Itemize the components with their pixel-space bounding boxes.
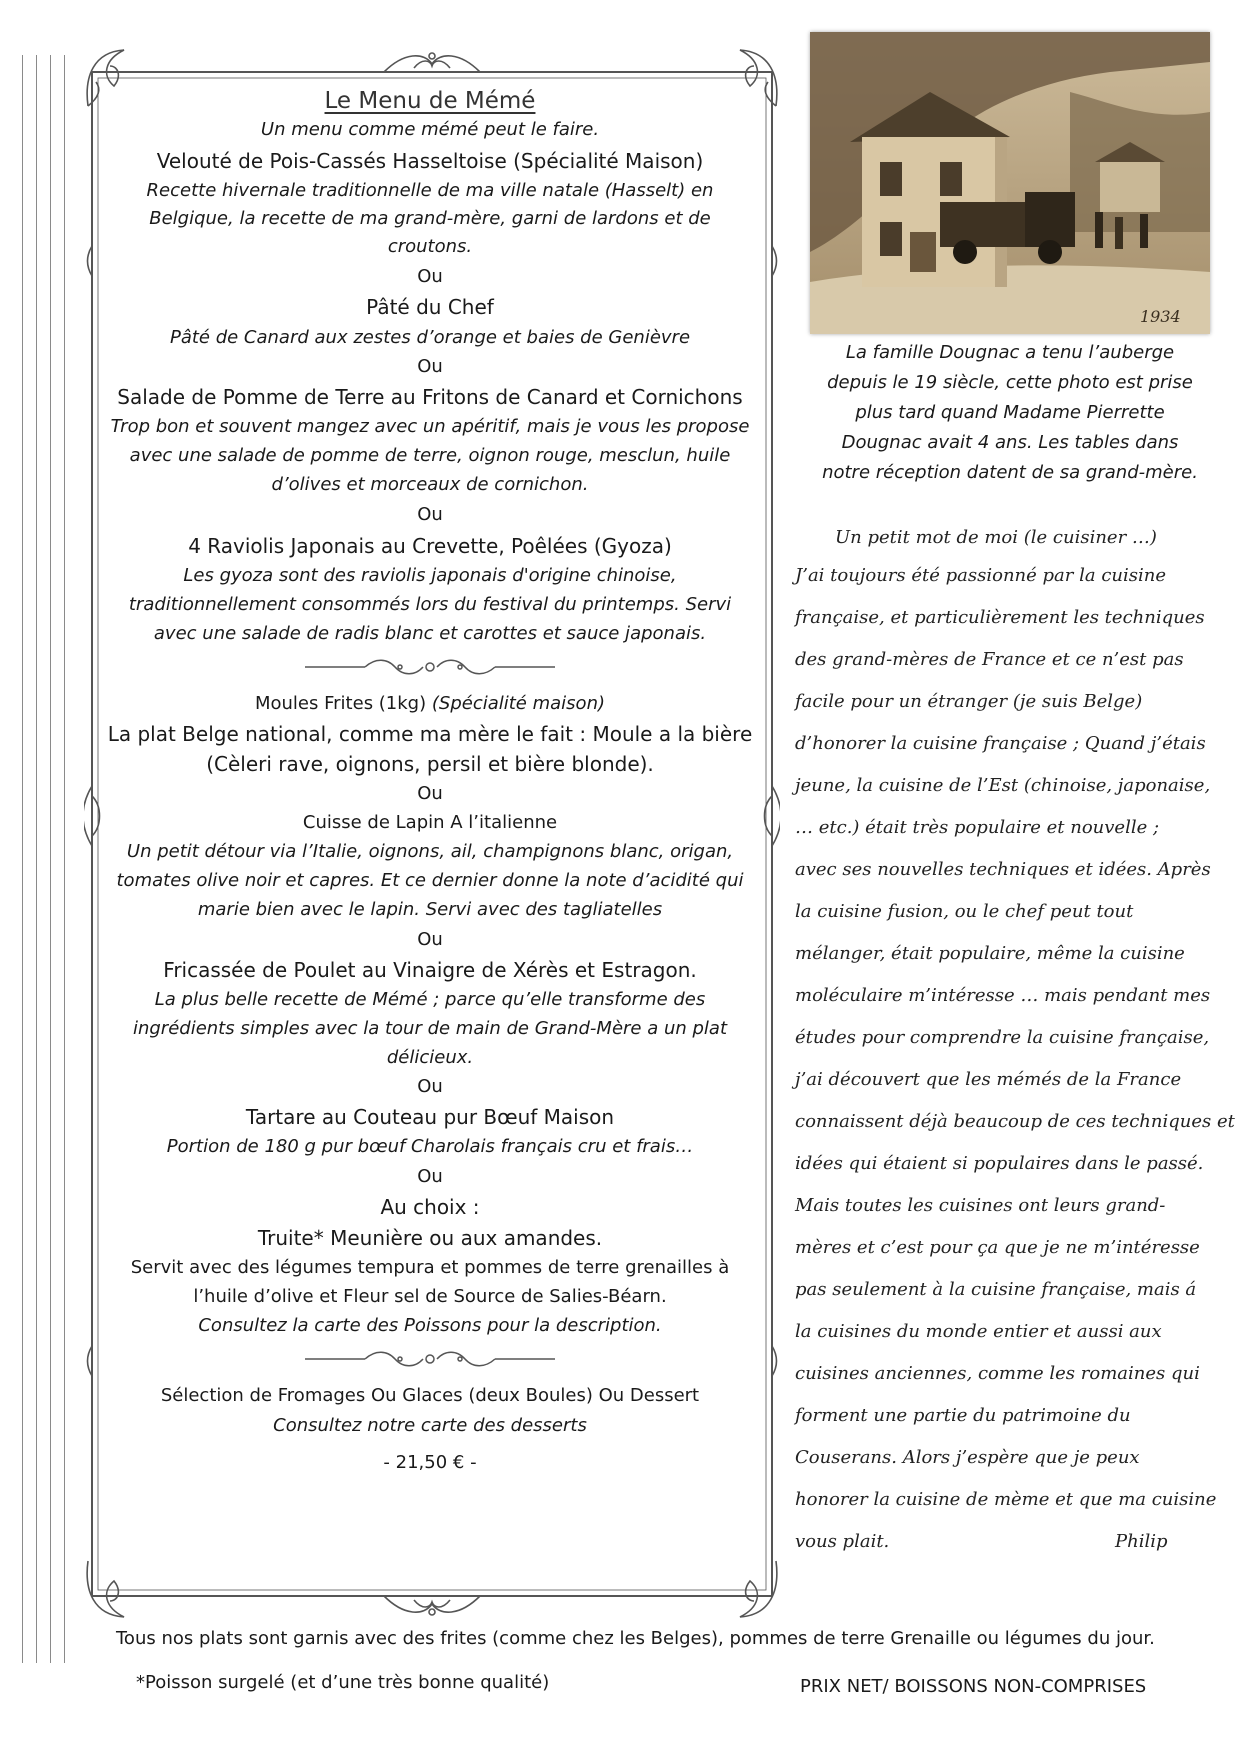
dish-name: [100, 689, 760, 719]
dish-name: Fricassée de Poulet au Vinaigre de Xérès et Estragon.: [163, 958, 697, 982]
garnish-note: Tous nos plats sont garnis avec des frites (comme chez les Belges), pommes de terre Grenaille ou légumes du jour.: [116, 1628, 1155, 1649]
dish-name: Salade de Pomme de Terre au Fritons de Canard et Cornichons: [117, 385, 743, 409]
dish-name: Cuisse de Lapin A l’italienne: [302, 812, 558, 833]
or-separator: Ou: [417, 1076, 443, 1097]
note-line: des grand-mères de France et ce n’est pas: [795, 649, 1184, 670]
menu-price: - 21,50 € -: [383, 1452, 477, 1473]
caption-line: plus tard quand Madame Pierrette: [855, 402, 1165, 423]
dish-description: Recette hivernale traditionnelle de ma ville natale (Hasselt) en: [146, 180, 714, 201]
dish-description: Portion de 180 g pur bœuf Charolais français cru et frais…: [166, 1136, 694, 1157]
dish-description: La plat Belge national, comme ma mère le fait : Moule a la bière: [107, 722, 753, 746]
dish-description: délicieux.: [386, 1047, 474, 1068]
photo-caption: [800, 338, 1220, 488]
specialty-tag: (Spécialité maison): [431, 693, 605, 714]
note-line: Couserans. Alors j’espère que je peux: [795, 1447, 1140, 1468]
or-separator: Ou: [417, 929, 443, 950]
note-line: forment une partie du patrimoine du: [795, 1405, 1131, 1426]
note-line: jeune, la cuisine de l’Est (chinoise, japonaise,: [795, 775, 1211, 796]
dish-name-text: Moules Frites (1kg): [254, 693, 427, 714]
dish-name: Velouté de Pois-Cassés Hasseltoise (Spécialité Maison): [156, 149, 704, 173]
note-line: Mais toutes les cuisines ont leurs grand-: [795, 1195, 1166, 1216]
note-line: cuisines anciennes, comme les romaines qui: [795, 1363, 1200, 1384]
dish-name: Truite* Meunière ou aux amandes.: [257, 1226, 603, 1250]
ornament-divider: [305, 656, 555, 678]
photo-year: 1934: [1140, 307, 1181, 326]
or-separator: Ou: [417, 266, 443, 287]
note-line: facile pour un étranger (je suis Belge): [795, 691, 1143, 712]
dish-description: avec une salade de radis blanc et carottes et sauce japonais.: [153, 623, 707, 644]
note-line: avec ses nouvelles techniques et idées. Après: [795, 859, 1211, 880]
caption-line: La famille Dougnac a tenu l’auberge: [845, 342, 1175, 363]
note-heading: Un petit mot de moi (le cuisiner …): [835, 527, 1157, 548]
dish-description: Un petit détour via l’Italie, oignons, ail, champignons blanc, origan,: [126, 841, 734, 862]
margin-rule: [64, 55, 65, 1663]
dish-description: Servit avec des légumes tempura et pommes de terre grenailles à: [130, 1257, 730, 1278]
note-line: connaissent déjà beaucoup de ces techniques et: [795, 1111, 1235, 1132]
dish-description: marie bien avec le lapin. Servi avec des tagliatelles: [197, 899, 663, 920]
note-line: mélanger, était populaire, même la cuisine: [795, 943, 1185, 964]
dish-description: Belgique, la recette de ma grand-mère, garni de lardons et de: [149, 208, 711, 229]
note-line: française, et particulièrement les techniques: [795, 607, 1205, 628]
margin-rule: [36, 55, 37, 1663]
note-line: honorer la cuisine de mème et que ma cuisine: [795, 1489, 1217, 1510]
dish-description: Trop bon et souvent mangez avec un apéritif, mais je vous les propose: [110, 416, 750, 437]
caption-line: depuis le 19 siècle, cette photo est prise: [827, 372, 1193, 393]
margin-rule: [22, 55, 23, 1663]
dish-name: Pâté du Chef: [366, 295, 494, 319]
dish-description: croutons.: [387, 236, 473, 257]
choice-label: Au choix :: [380, 1195, 480, 1219]
fish-note: *Poisson surgelé (et d’une très bonne qualité): [136, 1672, 550, 1693]
dish-description: (Cèleri rave, oignons, persil et bière blonde).: [206, 752, 654, 776]
dish-description: d’olives et morceaux de cornichon.: [271, 474, 589, 495]
dish-description: La plus belle recette de Mémé ; parce qu’elle transforme des: [154, 989, 706, 1010]
or-separator: Ou: [417, 504, 443, 525]
note-line: j’ai découvert que les mémés de la France: [795, 1069, 1182, 1090]
dish-description: l’huile d’olive et Fleur sel de Source de Salies-Béarn.: [193, 1286, 667, 1307]
caption-line: notre réception datent de sa grand-mère.: [822, 462, 1198, 483]
ornament-divider: [305, 1348, 555, 1370]
dish-name: 4 Raviolis Japonais au Crevette, Poêlées (Gyoza): [188, 534, 672, 558]
dish-name: Tartare au Couteau pur Bœuf Maison: [245, 1105, 615, 1129]
note-line: moléculaire m’intéresse … mais pendant mes: [795, 985, 1211, 1006]
dish-description: traditionnellement consommés lors du festival du printemps. Servi: [128, 594, 732, 615]
dish-description: ingrédients simples avec la tour de main de Grand-Mère a un plat: [132, 1018, 728, 1039]
dish-description: tomates olive noir et capres. Et ce dernier donne la note d’acidité qui: [116, 870, 744, 891]
historic-photo: [810, 32, 1210, 334]
dish-description: Les gyoza sont des raviolis japonais d'origine chinoise,: [183, 565, 677, 586]
dessert-line: Sélection de Fromages Ou Glaces (deux Boules) Ou Dessert: [160, 1385, 700, 1406]
caption-line: Dougnac avait 4 ans. Les tables dans: [841, 432, 1179, 453]
dessert-note: Consultez notre carte des desserts: [273, 1415, 587, 1436]
dish-description: avec une salade de pomme de terre, oignon rouge, mesclun, huile: [129, 445, 731, 466]
note-line: J’ai toujours été passionné par la cuisine: [795, 565, 1166, 586]
menu-title: Le Menu de Mémé: [324, 88, 536, 114]
note-line: pas seulement à la cuisine française, mais á: [795, 1279, 1197, 1300]
note-line: mères et c’est pour ça que je ne m’intéresse: [795, 1237, 1200, 1258]
note-line: d’honorer la cuisine française ; Quand j’étais: [795, 733, 1206, 754]
or-separator: Ou: [417, 783, 443, 804]
or-separator: Ou: [417, 356, 443, 377]
price-note: PRIX NET/ BOISSONS NON-COMPRISES: [800, 1676, 1147, 1697]
dish-note: Consultez la carte des Poissons pour la description.: [198, 1315, 662, 1336]
menu-subtitle: Un menu comme mémé peut le faire.: [260, 119, 600, 140]
note-line: la cuisines du monde entier et aussi aux: [795, 1321, 1162, 1342]
note-line: idées qui étaient si populaires dans le passé.: [795, 1153, 1204, 1174]
margin-rule: [50, 55, 51, 1663]
note-line: … etc.) était très populaire et nouvelle ;: [795, 817, 1160, 838]
note-line: la cuisine fusion, ou le chef peut tout: [795, 901, 1134, 922]
note-line: vous plait.: [795, 1531, 890, 1552]
note-line: études pour comprendre la cuisine française,: [795, 1027, 1210, 1048]
dish-description: Pâté de Canard aux zestes d’orange et baies de Genièvre: [169, 327, 691, 348]
signature: Philip: [1115, 1531, 1168, 1552]
or-separator: Ou: [417, 1166, 443, 1187]
